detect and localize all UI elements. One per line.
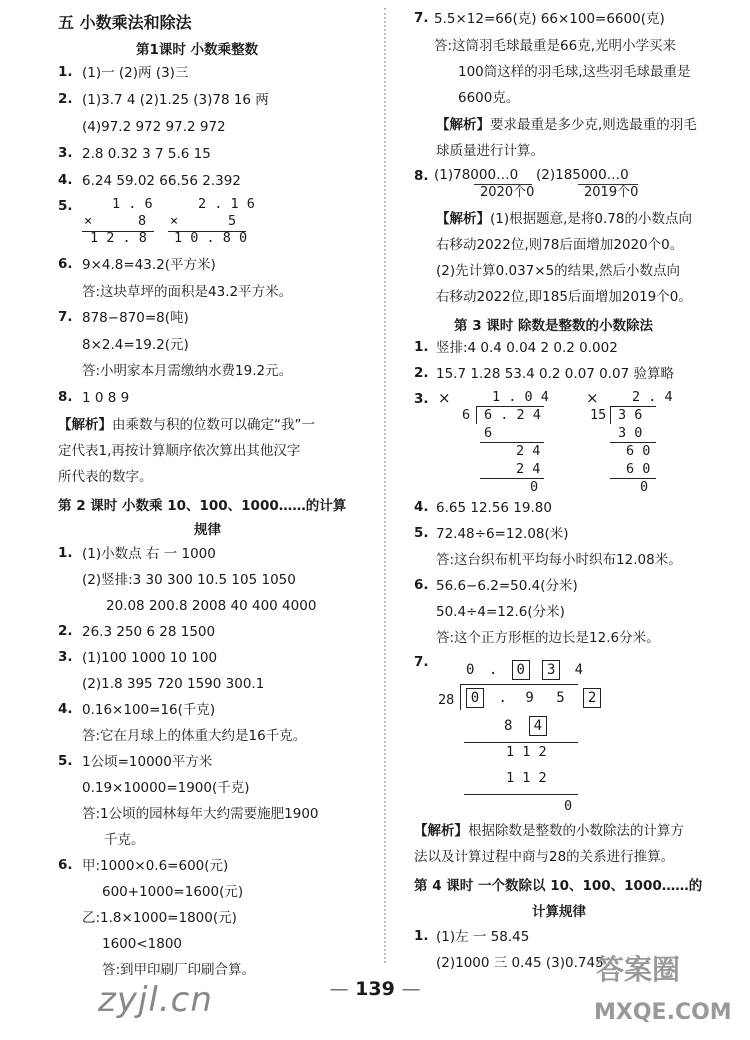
q8-analysis-line2: 定代表1,再按计算顺序依次算出其他汉字 [58, 443, 301, 459]
l2q1-line2: (2)竖排:3 30 300 10.5 105 1050 [82, 572, 296, 588]
lesson4-title: 第 4 课时 一个数除以 10、100、1000……的 [414, 878, 703, 894]
r-q8-analysis-line4: 右移动2022位,即185后面增加2019个0。 [436, 289, 692, 305]
l2q6-line2: 600+1000=1600(元) [102, 884, 244, 900]
div1-step2: 2 4 [516, 443, 541, 459]
calc1-operator: × [84, 213, 93, 229]
r-q8-analysis-line3: (2)先计算0.037×5的结果,然后小数点向 [436, 263, 680, 279]
l2q3-line2: (2)1.8 395 720 1590 300.1 [82, 676, 265, 692]
l4q1-number: 1. [414, 928, 429, 944]
column-divider [384, 8, 386, 963]
l3q6-line2: 50.4÷4=12.6(分米) [436, 604, 565, 620]
l2q6-line4: 1600<1800 [102, 936, 183, 952]
r-q7-analysis-line1: 【解析】要求最重是多少克,则选最重的羽毛 [436, 117, 697, 133]
calc2-product: 1 0 . 8 0 [174, 230, 248, 246]
div2-step1: 3 0 [618, 425, 643, 441]
l2q5-line4: 千克。 [104, 832, 145, 848]
l3q7-number: 7. [414, 654, 429, 670]
q7-dividend-box-2: 2 [583, 688, 601, 708]
right-column [414, 0, 736, 1000]
div1-step3: 2 4 [516, 461, 541, 477]
div2-divisor: 15 [590, 407, 607, 423]
l2q4-number: 4. [58, 701, 73, 717]
div2-step3: 6 0 [626, 461, 651, 477]
r-q8-analysis-line2: 右移动2022位,则78后面增加2020个0。 [436, 237, 684, 253]
q7-bracket [460, 684, 461, 710]
page-number-value: 139 [355, 978, 395, 1000]
q7-bar [460, 684, 578, 685]
l2q1-number: 1. [58, 545, 73, 561]
l2q1-line1: (1)小数点 右 一 1000 [82, 546, 216, 562]
l2q5-number: 5. [58, 753, 73, 769]
section-heading: 五 小数乘法和除法 [58, 13, 192, 32]
watermark-left: zyjl.cn [98, 980, 213, 1020]
q6-number: 6. [58, 256, 73, 272]
q7-line2: 8×2.4=19.2(元) [82, 337, 189, 353]
calc1-product: 1 2 . 8 [90, 230, 147, 246]
lesson3-title: 第 3 课时 除数是整数的小数除法 [454, 318, 653, 334]
div1-divisor: 6 [462, 407, 471, 423]
q6-line1: 9×4.8=43.2(平方米) [82, 257, 216, 273]
l3q1-answer: 竖排:4 0.4 0.04 2 0.2 0.002 [436, 340, 618, 356]
l2q6-line1: 甲:1000×0.6=600(元) [82, 858, 229, 874]
l4q1-line2: (2)1000 三 0.45 (3)0.745 [436, 955, 604, 971]
l3q5-line1: 72.48÷6=12.08(米) [436, 526, 569, 542]
l3q4-number: 4. [414, 499, 429, 515]
l2q6-line5: 答:到甲印刷厂印刷合算。 [102, 962, 256, 978]
l2q4-line1: 0.16×100=16(千克) [82, 702, 216, 718]
q7-quotient: 0 . 0 3 4 [466, 662, 584, 678]
q7-line3: 答:小明家本月需缴纳水费19.2元。 [82, 363, 293, 379]
l2q3-number: 3. [58, 649, 73, 665]
calc2-multiplier: 5 [228, 213, 237, 229]
q7-dividend-box-1: 0 [466, 688, 484, 708]
r-q7-analysis-tag: 【解析】 [436, 117, 490, 133]
div1-dividend: 6 . 2 4 [484, 407, 541, 423]
q1-number: 1. [58, 64, 73, 80]
l2q2-answer: 26.3 250 6 28 1500 [82, 624, 216, 640]
q7-line1: 878−870=8(吨) [82, 310, 189, 326]
l3q4-answer: 6.65 12.56 19.80 [436, 500, 552, 516]
r-q8-number: 8. [414, 168, 429, 184]
l2q6-line3: 乙:1.8×1000=1800(元) [82, 910, 237, 926]
q2-line2: (4)97.2 972 97.2 972 [82, 119, 226, 135]
q7-step3: 1 1 2 [506, 770, 547, 786]
div2-dividend: 3 6 [618, 407, 643, 423]
l2q6-number: 6. [58, 857, 73, 873]
l3q5-number: 5. [414, 525, 429, 541]
l2q1-line3: 20.08 200.8 2008 40 400 4000 [106, 598, 317, 614]
r-q8-analysis-line1: 【解析】(1)根据题意,是将0.78的小数点向 [436, 211, 692, 227]
div1-bracket [476, 406, 477, 424]
q7-dividend: 0 . 9 5 2 [466, 688, 601, 708]
watermark-right-bottom: MXQE.COM [594, 1000, 732, 1025]
div2-remainder: 0 [640, 479, 649, 495]
l2q2-number: 2. [58, 623, 73, 639]
l3q7-analysis-tag: 【解析】 [414, 823, 468, 839]
l3q3-mark1: × [438, 389, 451, 407]
r-q8-part1-note: 2020个0 [480, 185, 535, 200]
q7-rule2 [464, 794, 578, 795]
lesson4-title-cont: 计算规律 [532, 904, 586, 920]
r-q7-line3: 100筒这样的羽毛球,这些羽毛球最重是 [458, 64, 691, 80]
l2q5-line1: 1公顷=10000平方米 [82, 754, 213, 770]
q7-step1: 8 4 [504, 716, 547, 736]
l3q1-number: 1. [414, 339, 429, 355]
q8-analysis-line1: 【解析】由乘数与积的位数可以确定“我”一 [58, 417, 315, 433]
l3q7-analysis-line1: 【解析】根据除数是整数的小数除法的计算方 [414, 823, 684, 839]
q8-analysis-line3: 所代表的数字。 [58, 469, 153, 485]
q7-quotient-box-2: 3 [542, 660, 560, 680]
q4-answer: 6.24 59.02 66.56 2.392 [82, 173, 241, 189]
q7-step2: 1 1 2 [506, 744, 547, 760]
page-number: — 139 — [329, 978, 421, 1000]
r-q8-brace1 [474, 184, 532, 185]
lesson1-title: 第1课时 小数乘整数 [136, 42, 259, 58]
q2-line1: (1)3.7 4 (2)1.25 (3)78 16 两 [82, 92, 269, 108]
l2q5-line2: 0.19×10000=1900(千克) [82, 780, 250, 796]
l4q1-line1: (1)左 一 58.45 [436, 929, 530, 945]
r-q7-line1: 5.5×12=66(克) 66×100=6600(克) [434, 11, 665, 27]
left-column [58, 0, 368, 1000]
l3q3-mark2: × [586, 389, 599, 407]
q3-answer: 2.8 0.32 3 7 5.6 15 [82, 146, 211, 162]
div2-quotient: 2 . 4 [632, 389, 673, 405]
r-q8-analysis-tag: 【解析】 [436, 211, 490, 227]
lesson2-title: 第 2 课时 小数乘 10、100、1000……的计算 [58, 498, 347, 514]
r-q7-line4: 6600克。 [458, 90, 520, 106]
r-q7-number: 7. [414, 10, 429, 26]
q8-answer: 1 0 8 9 [82, 390, 130, 406]
q7-step1-box: 4 [529, 716, 547, 736]
q7-divisor: 28 [438, 692, 455, 708]
q7-rule1 [464, 742, 578, 743]
l3q3-number: 3. [414, 391, 429, 407]
l3q2-answer: 15.7 1.28 53.4 0.2 0.07 0.07 验算略 [436, 366, 675, 382]
q8-number: 8. [58, 389, 73, 405]
watermark-right-top: 答案圈 [596, 953, 681, 986]
l2q4-line2: 答:它在月球上的体重大约是16千克。 [82, 728, 307, 744]
l3q6-line1: 56.6−6.2=50.4(分米) [436, 578, 578, 594]
q7-remainder: 0 [564, 798, 573, 814]
q5-number: 5. [58, 198, 73, 214]
l2q5-line3: 答:1公顷的园林每年大约需要施肥1900 [82, 806, 319, 822]
q1-answer: (1)一 (2)两 (3)三 [82, 65, 189, 81]
div1-quotient: 1 . 0 4 [492, 389, 549, 405]
r-q8-part2-note: 2019个0 [584, 185, 639, 200]
r-q8-part1: (1)78000…0 [434, 167, 519, 183]
l3q6-line3: 答:这个正方形框的边长是12.6分米。 [436, 630, 660, 646]
div1-step1: 6 [484, 425, 493, 441]
div1-remainder: 0 [530, 479, 539, 495]
q7-quotient-box-1: 0 [512, 660, 530, 680]
r-q7-analysis-line2: 球质量进行计算。 [436, 143, 544, 159]
r-q7-line2: 答:这筒羽毛球最重是66克,光明小学买来 [434, 38, 677, 54]
q7-number: 7. [58, 309, 73, 325]
calc2-multiplicand: 2 . 1 6 [198, 196, 255, 212]
calc1-multiplicand: 1 . 6 [112, 196, 153, 212]
lesson2-title-cont: 规律 [194, 522, 221, 538]
l3q6-number: 6. [414, 577, 429, 593]
q4-number: 4. [58, 172, 73, 188]
l3q5-line2: 答:这台织布机平均每小时织布12.08米。 [436, 552, 682, 568]
r-q8-brace2 [578, 184, 638, 185]
r-q8-part2: (2)185000…0 [536, 167, 629, 183]
q3-number: 3. [58, 145, 73, 161]
q6-line2: 答:这块草坪的面积是43.2平方米。 [82, 284, 293, 300]
div2-bracket [610, 406, 611, 424]
l3q2-number: 2. [414, 365, 429, 381]
l2q3-line1: (1)100 1000 10 100 [82, 650, 218, 666]
calc1-multiplier: 8 [138, 213, 147, 229]
q2-number: 2. [58, 91, 73, 107]
div2-step2: 6 0 [626, 443, 651, 459]
l3q7-analysis-line2: 法以及计算过程中商与28的关系进行推算。 [414, 849, 675, 865]
calc2-operator: × [170, 213, 179, 229]
q8-analysis-tag: 【解析】 [58, 417, 112, 433]
div2-rule2 [610, 478, 656, 479]
